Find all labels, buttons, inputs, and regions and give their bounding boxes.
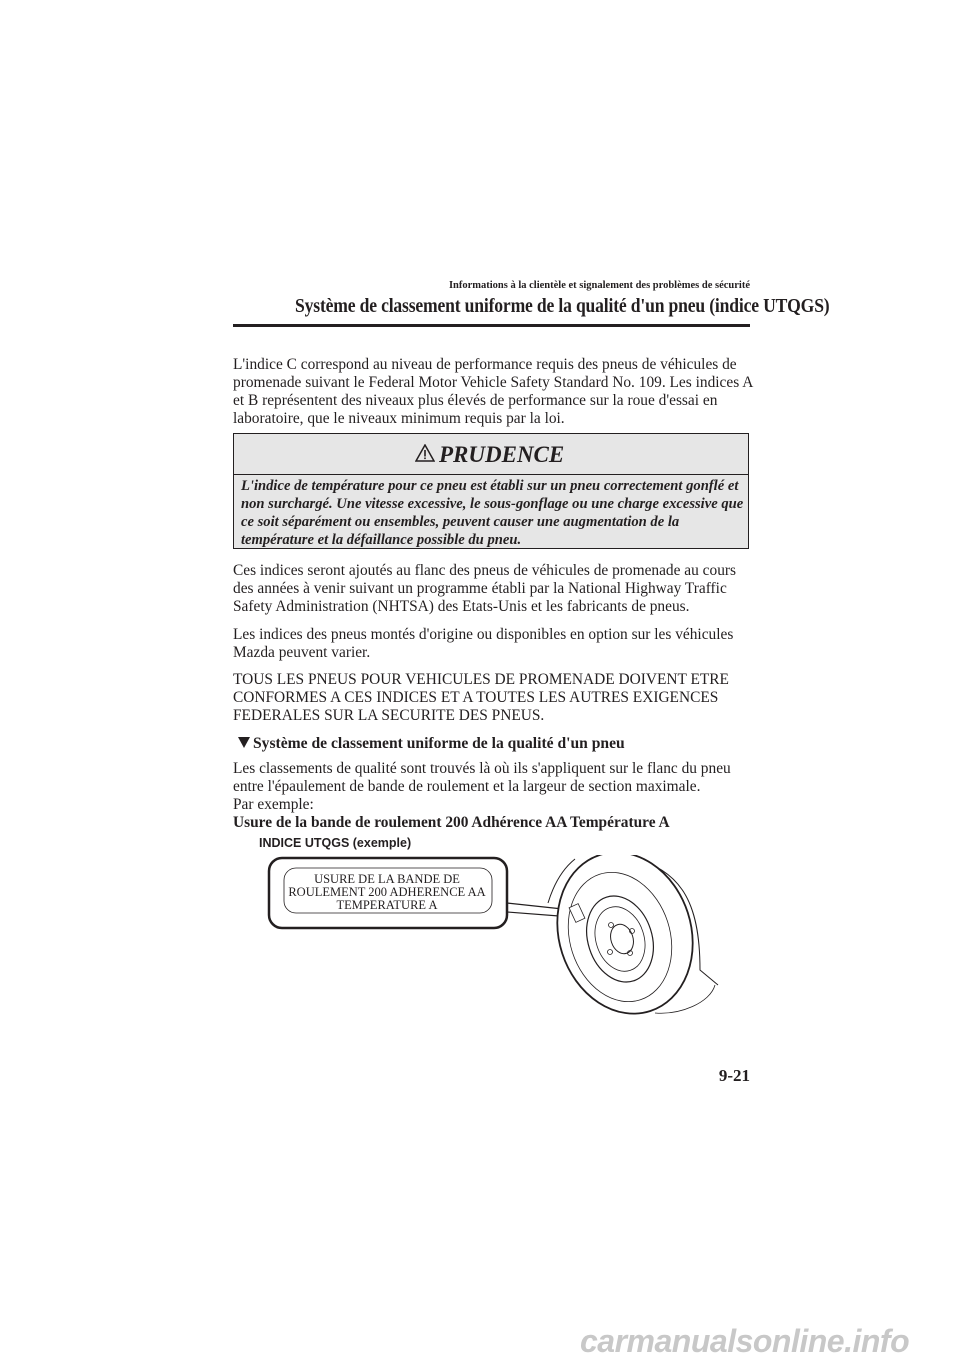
callout-text <box>283 873 491 912</box>
section-body: Les classements de qualité sont trouvés là où ils s'appliquent sur le flanc du pneu entre l'épaulement de bande de roulement et la largeur de section maximale. <box>233 760 731 795</box>
caution-text: L'indice de température pour ce pneu est établi sur un pneu correctement gonflé et non surchargé. Une vitesse excessive, le sous-gonflage ou une charge excessive que ce soit séparément ou ensembles, peuvent causer une augmentation de la température et la défaillance possible du pneu. <box>241 478 744 548</box>
callout-line-1: USURE DE LA BANDE DE <box>314 872 460 886</box>
figure-label: INDICE UTQGS (exemple) <box>259 836 412 850</box>
callout-line-3: TEMPERATURE A <box>336 898 438 912</box>
example-label: Par exemple: <box>233 796 314 813</box>
paragraph-indices-ajoutes: Ces indices seront ajoutés au flanc des pneus de véhicules de promenade au cours des années à venir suivant un programme établi par la National Highway Traffic Safety Administration (NHTSA) des Etats-Unis et les fabricants de pneus. <box>233 562 737 615</box>
callout-line-2: ROULEMENT 200 ADHERENCE AA <box>288 885 486 899</box>
caution-box <box>233 433 749 549</box>
caution-header <box>234 434 748 475</box>
paragraph-indices-mazda: Les indices des pneus montés d'origine ou disponibles en option sur les véhicules Mazda peuvent varier. <box>233 626 734 661</box>
paragraph-conformite: TOUS LES PNEUS POUR VEHICULES DE PROMENADE DOIVENT ETRE CONFORMES A CES INDICES ET A TOUTES LES AUTRES EXIGENCES FEDERALES SUR LA SECURITE DES PNEUS. <box>233 671 729 724</box>
example-value: Usure de la bande de roulement 200 Adhérence AA Température A <box>233 814 670 831</box>
title-rule <box>233 324 750 327</box>
caution-title: PRUDENCE <box>439 442 565 467</box>
warning-triangle-icon <box>415 444 435 462</box>
watermark: carmanualsonline.info <box>580 1323 910 1359</box>
section-heading <box>238 735 625 753</box>
section-heading-text: Système de classement uniforme de la qualité d'un pneu <box>253 735 625 752</box>
down-triangle-icon <box>238 737 250 748</box>
page-title: Système de classement uniforme de la qualité d'un pneu (indice UTQGS) <box>295 295 830 317</box>
chapter-subtitle: Informations à la clientèle et signalement des problèmes de sécurité <box>448 280 750 291</box>
page-number: 9-21 <box>718 1066 750 1085</box>
paragraph-indice-c: L'indice C correspond au niveau de performance requis des pneus de véhicules de promenade suivant le Federal Motor Vehicle Safety Standard No. 109. Les indices A et B représentent des niveaux plus élevés de performance sur la roue d'essai en laboratoire, que le niveaux minimum requis par la loi. <box>233 356 753 427</box>
